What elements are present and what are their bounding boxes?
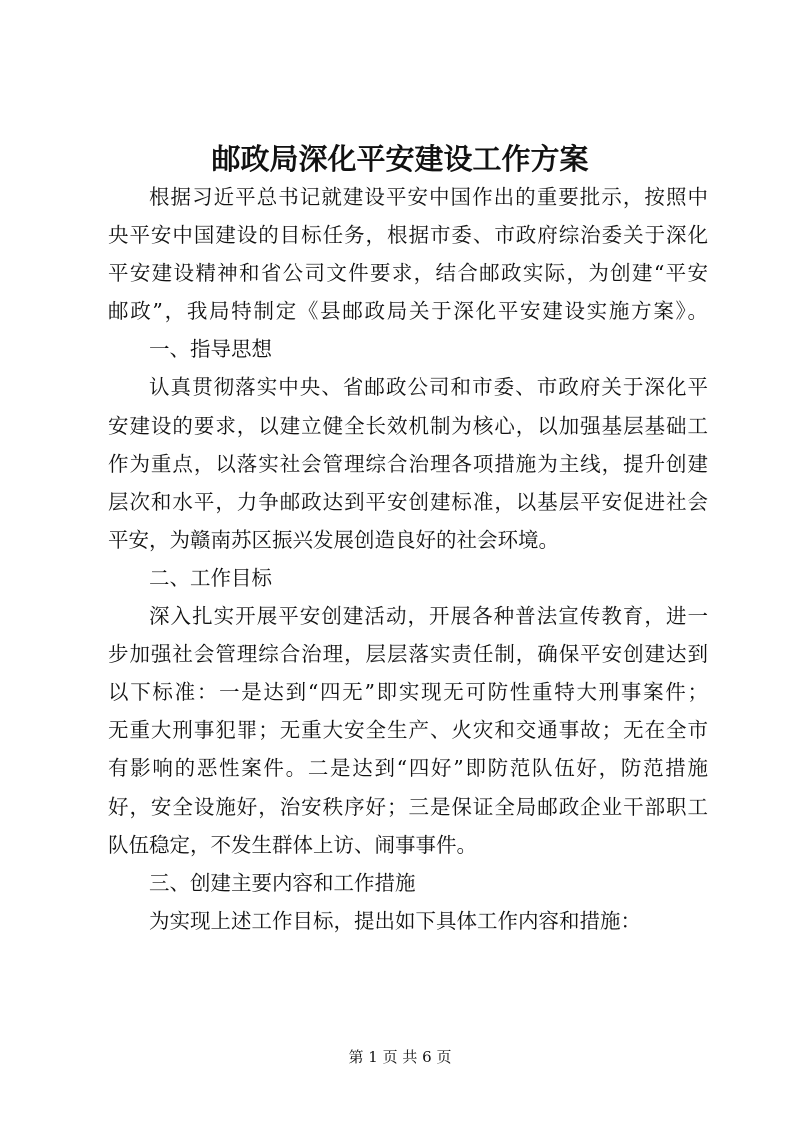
paragraph-line: 队伍稳定，不发生群体上访、闹事事件。 xyxy=(108,832,477,857)
paragraph-line: 邮政”，我局特制定《县邮政局关于深化平安建设实施方案》。 xyxy=(108,299,708,324)
document-body xyxy=(108,178,708,940)
section-heading: 三、创建主要内容和工作措施 xyxy=(149,870,416,895)
paragraph-line: 安建设的要求，以建立健全长效机制为核心，以加强基层基础工 xyxy=(108,413,708,438)
paragraph-line: 根据习近平总书记就建设平安中国作出的重要批示，按照中 xyxy=(149,185,708,209)
paragraph-line: 央平安中国建设的目标任务，根据市委、市政府综治委关于深化 xyxy=(108,223,708,248)
section-heading: 二、工作目标 xyxy=(149,565,272,590)
paragraph-line: 为实现上述工作目标，提出如下具体工作内容和措施： xyxy=(149,908,641,933)
paragraph-line: 平安，为赣南苏区振兴发展创造良好的社会环境。 xyxy=(108,527,559,552)
paragraph-line: 深入扎实开展平安创建活动，开展各种普法宣传教育，进一 xyxy=(149,604,708,629)
page-number-footer: 第 1 页 共 6 页 xyxy=(348,1048,452,1066)
paragraph-line: 有影响的恶性案件。二是达到“四好”即防范队伍好，防范措施 xyxy=(108,756,708,781)
paragraph-line: 认真贯彻落实中央、省邮政公司和市委、市政府关于深化平 xyxy=(149,375,708,400)
paragraph-line: 以下标准：一是达到“四无”即实现无可防性重特大刑事案件； xyxy=(108,680,708,705)
paragraph-line: 作为重点，以落实社会管理综合治理各项措施为主线，提升创建 xyxy=(108,451,708,476)
paragraph-line: 层次和水平，力争邮政达到平安创建标准，以基层平安促进社会 xyxy=(108,489,708,514)
paragraph-line: 平安建设精神和省公司文件要求，结合邮政实际，为创建“平安 xyxy=(108,261,708,286)
paragraph-line: 好，安全设施好，治安秩序好；三是保证全局邮政企业干部职工 xyxy=(108,794,708,819)
section-heading: 一、指导思想 xyxy=(149,337,272,362)
paragraph-line: 无重大刑事犯罪；无重大安全生产、火灾和交通事故；无在全市 xyxy=(108,718,708,743)
paragraph-line: 步加强社会管理综合治理，层层落实责任制，确保平安创建达到 xyxy=(108,642,708,667)
document-title: 邮政局深化平安建设工作方案 xyxy=(211,142,589,176)
